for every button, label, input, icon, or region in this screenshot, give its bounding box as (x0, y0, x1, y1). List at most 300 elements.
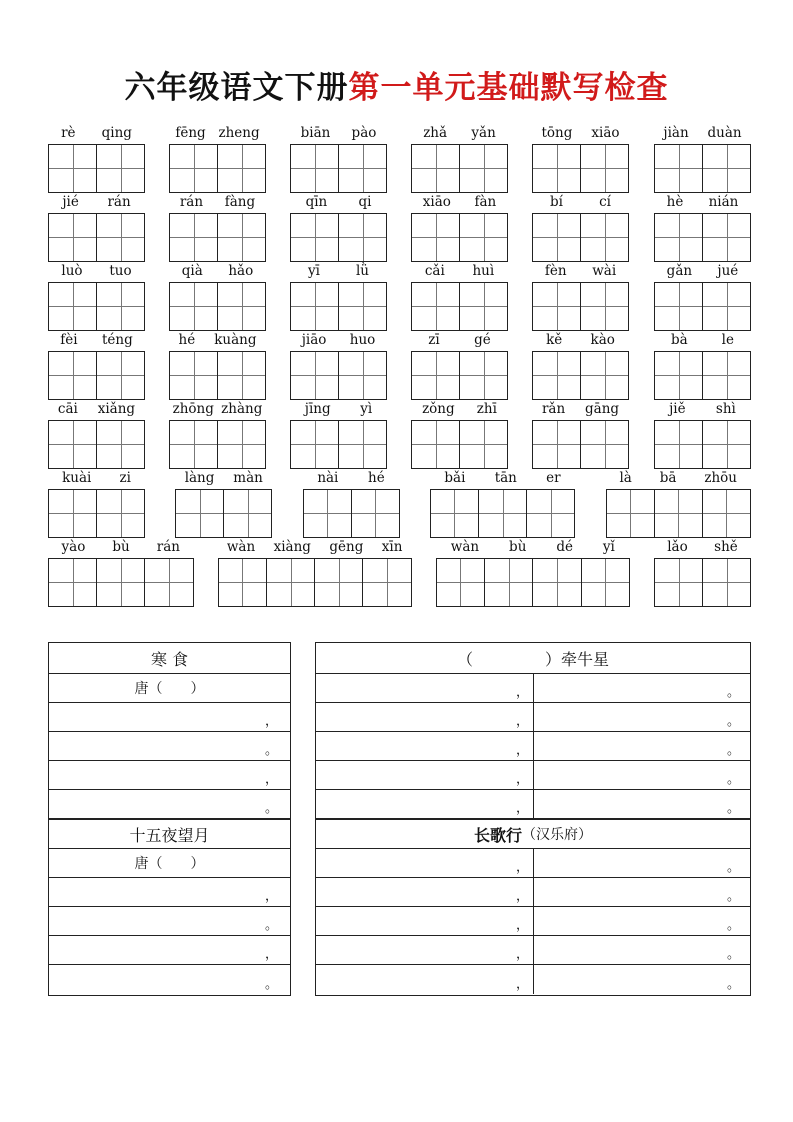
punctuation: 。 (726, 772, 740, 787)
pinyin-label (654, 192, 751, 212)
tianzige-box[interactable] (411, 282, 508, 331)
tianzige-cell[interactable] (655, 214, 702, 261)
tianzige-box[interactable] (48, 144, 145, 193)
tianzige-cell[interactable] (291, 421, 338, 468)
poem-title (316, 643, 750, 673)
pinyin-syllable: bí (550, 194, 563, 210)
pinyin-syllable: fèn (544, 263, 567, 279)
tianzige-box[interactable] (48, 351, 145, 400)
pinyin-syllable: shě (714, 539, 738, 555)
punctuation: 。 (726, 889, 740, 904)
pinyin-syllable: wàn (450, 539, 480, 555)
divider (533, 907, 534, 935)
tianzige-box[interactable] (654, 558, 751, 607)
pinyin-syllable: bā (659, 470, 677, 486)
pinyin-syllable: shì (715, 401, 736, 417)
poem-line[interactable] (316, 673, 750, 702)
tianzige-cell[interactable] (338, 352, 386, 399)
tianzige-cell[interactable] (96, 352, 144, 399)
pinyin-syllable: tōng (541, 125, 573, 141)
pinyin-syllable: jué (717, 263, 739, 279)
pinyin-syllable: xiàng (273, 539, 311, 555)
pinyin-syllable: tuo (109, 263, 132, 279)
tianzige-box[interactable] (218, 558, 412, 607)
punctuation: 。 (726, 685, 740, 700)
tianzige-cell[interactable] (431, 490, 478, 537)
tianzige-cell[interactable] (170, 421, 217, 468)
pinyin-syllable: hǎo (228, 263, 254, 279)
tianzige-cell[interactable] (581, 559, 629, 606)
pinyin-syllable: dé (556, 539, 573, 555)
tianzige-cell[interactable] (702, 214, 750, 261)
tianzige-box[interactable] (532, 144, 629, 193)
pinyin-syllable: cǎi (424, 263, 445, 279)
poem-title-row (316, 643, 750, 673)
tianzige-cell[interactable] (533, 145, 580, 192)
punctuation: 。 (726, 743, 740, 758)
pinyin-syllable: jiāo (301, 332, 327, 348)
pinyin-syllable: hè (666, 194, 684, 210)
tianzige-box[interactable] (532, 351, 629, 400)
punctuation: 。 (264, 743, 278, 758)
pinyin-syllable: gǎn (666, 263, 693, 279)
tianzige-cell[interactable] (49, 559, 96, 606)
pinyin-syllable: fàn (474, 194, 497, 210)
tianzige-cell[interactable] (219, 559, 266, 606)
pinyin-syllable: gé (474, 332, 491, 348)
tianzige-cell[interactable] (223, 490, 271, 537)
poem-title-row (316, 819, 750, 848)
divider (533, 703, 534, 731)
tianzige-box[interactable] (290, 282, 387, 331)
divider (533, 790, 534, 818)
tianzige-box[interactable] (290, 351, 387, 400)
tianzige-cell[interactable] (702, 283, 750, 330)
tianzige-cell[interactable] (412, 283, 459, 330)
poem-line[interactable] (49, 877, 290, 906)
tianzige-cell[interactable] (96, 421, 144, 468)
poem-hanshi (48, 642, 291, 819)
title-text: ）牵牛星 (545, 649, 610, 669)
tianzige-box[interactable] (169, 213, 266, 262)
pinyin-label (654, 123, 751, 143)
pinyin-syllable: zi (119, 470, 131, 486)
pinyin-syllable: qià (181, 263, 203, 279)
punctuation: ， (516, 918, 530, 933)
punctuation: ， (264, 772, 278, 787)
tianzige-cell[interactable] (580, 421, 628, 468)
pinyin-syllable: wàn (226, 539, 256, 555)
punctuation: ， (516, 947, 530, 962)
punctuation: ， (516, 801, 530, 816)
tianzige-box[interactable] (169, 351, 266, 400)
poem-line[interactable] (49, 702, 290, 731)
pinyin-label (606, 468, 752, 488)
poem-line[interactable] (316, 964, 750, 994)
tianzige-box[interactable] (532, 420, 629, 469)
tianzige-cell[interactable] (217, 283, 265, 330)
poem-author-row[interactable] (49, 848, 290, 877)
tianzige-cell[interactable] (580, 145, 628, 192)
poem-line[interactable] (316, 906, 750, 935)
poem-line[interactable] (49, 731, 290, 760)
pinyin-syllable: cāi (57, 401, 78, 417)
pinyin-syllable: kuàng (214, 332, 257, 348)
tianzige-cell[interactable] (533, 352, 580, 399)
punctuation: ， (264, 889, 278, 904)
tianzige-cell[interactable] (96, 559, 144, 606)
pinyin-syllable: gēng (329, 539, 364, 555)
tianzige-cell[interactable] (412, 352, 459, 399)
tianzige-cell[interactable] (362, 559, 410, 606)
pinyin-label (290, 261, 387, 281)
pinyin-syllable: bù (509, 539, 527, 555)
tianzige-cell[interactable] (459, 283, 507, 330)
tianzige-cell[interactable] (170, 352, 217, 399)
pinyin-syllable: fàng (224, 194, 256, 210)
pinyin-label (303, 468, 400, 488)
poem-title: 寒 食 (150, 649, 189, 669)
tianzige-box[interactable] (48, 420, 145, 469)
page-title (0, 62, 793, 107)
pinyin-syllable: xiǎng (97, 401, 136, 417)
pinyin-label (411, 330, 508, 350)
poem-line[interactable] (49, 906, 290, 935)
tianzige-cell[interactable] (338, 145, 386, 192)
pinyin-syllable: cí (599, 194, 611, 210)
tianzige-cell[interactable] (338, 283, 386, 330)
tianzige-box[interactable] (290, 144, 387, 193)
tianzige-box[interactable] (654, 213, 751, 262)
poem-line[interactable] (49, 935, 290, 964)
tianzige-cell[interactable] (96, 283, 144, 330)
tianzige-cell[interactable] (702, 145, 750, 192)
tianzige-box[interactable] (532, 213, 629, 262)
tianzige-cell[interactable] (702, 490, 750, 537)
title-black: 六年级语文下册 (124, 70, 349, 106)
pinyin-syllable: rè (61, 125, 76, 141)
tianzige-cell[interactable] (655, 145, 702, 192)
tianzige-cell[interactable] (314, 559, 362, 606)
tianzige-cell[interactable] (217, 352, 265, 399)
tianzige-cell[interactable] (291, 352, 338, 399)
poem-changge (315, 819, 751, 996)
divider (533, 965, 534, 994)
pinyin-label (48, 123, 145, 143)
tianzige-box[interactable] (290, 213, 387, 262)
pinyin-label (532, 123, 629, 143)
pinyin-syllable: yǐ (602, 539, 615, 555)
divider (533, 674, 534, 702)
punctuation: ， (516, 743, 530, 758)
tianzige-cell[interactable] (437, 559, 484, 606)
poem-subtitle: （汉乐府） (522, 827, 592, 843)
tianzige-cell[interactable] (580, 352, 628, 399)
pinyin-syllable: bǎi (444, 470, 466, 486)
poem-line[interactable] (316, 848, 750, 877)
poem-line[interactable] (316, 731, 750, 760)
pinyin-syllable: fēng (175, 125, 206, 141)
poem-qianniu (315, 642, 751, 819)
pinyin-label (436, 537, 630, 557)
pinyin-syllable: zheng (218, 125, 260, 141)
tianzige-cell[interactable] (144, 559, 192, 606)
pinyin-label (175, 468, 272, 488)
tianzige-box[interactable] (175, 489, 272, 538)
title-open-paren: （ (456, 649, 473, 669)
pinyin-syllable: zhī (476, 401, 497, 417)
pinyin-syllable: jié (62, 194, 79, 210)
tianzige-cell[interactable] (291, 283, 338, 330)
pinyin-syllable: làng (184, 470, 215, 486)
pinyin-label (169, 192, 266, 212)
pinyin-syllable: kuài (62, 470, 92, 486)
tianzige-box[interactable] (654, 420, 751, 469)
poem-line[interactable] (316, 877, 750, 906)
tianzige-cell[interactable] (49, 352, 96, 399)
pinyin-label (48, 399, 145, 419)
tianzige-box[interactable] (169, 420, 266, 469)
tianzige-cell[interactable] (702, 559, 750, 606)
tianzige-cell[interactable] (266, 559, 314, 606)
pinyin-label (532, 399, 629, 419)
divider (533, 878, 534, 906)
pinyin-syllable: bà (670, 332, 688, 348)
poem-line[interactable] (49, 964, 290, 994)
tianzige-cell[interactable] (459, 352, 507, 399)
tianzige-box[interactable] (411, 351, 508, 400)
pinyin-syllable: rán (107, 194, 131, 210)
pinyin-syllable: hé (368, 470, 385, 486)
pinyin-syllable: bù (112, 539, 130, 555)
divider (533, 732, 534, 760)
divider (533, 849, 534, 877)
pinyin-syllable: zī (428, 332, 440, 348)
tianzige-box[interactable] (430, 489, 576, 538)
tianzige-box[interactable] (532, 282, 629, 331)
tianzige-cell[interactable] (412, 145, 459, 192)
pinyin-syllable: nài (317, 470, 339, 486)
tianzige-cell[interactable] (217, 421, 265, 468)
punctuation: 。 (264, 977, 278, 992)
divider (533, 761, 534, 789)
pinyin-syllable: zhōu (704, 470, 738, 486)
pinyin-syllable: qi (358, 194, 372, 210)
tianzige-cell[interactable] (338, 214, 386, 261)
punctuation: ， (516, 977, 530, 992)
tianzige-cell[interactable] (655, 283, 702, 330)
tianzige-cell[interactable] (170, 214, 217, 261)
poem-shiwuye (48, 819, 291, 996)
pinyin-label (290, 192, 387, 212)
tianzige-box[interactable] (606, 489, 752, 538)
poem-author: 唐（ ） (134, 856, 205, 872)
pinyin-label (654, 330, 751, 350)
pinyin-syllable: zhōng (172, 401, 214, 417)
pinyin-syllable: kě (546, 332, 563, 348)
punctuation: ， (264, 947, 278, 962)
poem-line[interactable] (316, 760, 750, 789)
poem-line[interactable] (49, 760, 290, 789)
tianzige-cell[interactable] (459, 214, 507, 261)
tianzige-cell[interactable] (655, 352, 702, 399)
pinyin-label (290, 123, 387, 143)
tianzige-cell[interactable] (217, 214, 265, 261)
tianzige-cell[interactable] (49, 283, 96, 330)
tianzige-cell[interactable] (412, 421, 459, 468)
poem-line[interactable] (316, 935, 750, 964)
tianzige-cell[interactable] (526, 490, 574, 537)
tianzige-cell[interactable] (96, 490, 144, 537)
tianzige-cell[interactable] (459, 421, 507, 468)
tianzige-cell[interactable] (49, 490, 96, 537)
tianzige-cell[interactable] (291, 214, 338, 261)
tianzige-cell[interactable] (654, 490, 702, 537)
tianzige-box[interactable] (48, 213, 145, 262)
pinyin-syllable: yì (360, 401, 373, 417)
tianzige-cell[interactable] (170, 283, 217, 330)
tianzige-cell[interactable] (532, 559, 580, 606)
punctuation: ， (516, 714, 530, 729)
pinyin-label (532, 330, 629, 350)
tianzige-cell[interactable] (533, 283, 580, 330)
pinyin-syllable: là (619, 470, 632, 486)
tianzige-box[interactable] (436, 558, 630, 607)
punctuation: 。 (726, 860, 740, 875)
pinyin-label (218, 537, 412, 557)
pinyin-syllable: rán (156, 539, 180, 555)
pinyin-label (654, 399, 751, 419)
divider (533, 936, 534, 964)
tianzige-cell[interactable] (533, 421, 580, 468)
tianzige-box[interactable] (654, 351, 751, 400)
tianzige-box[interactable] (48, 489, 145, 538)
tianzige-cell[interactable] (655, 421, 702, 468)
tianzige-cell[interactable] (96, 214, 144, 261)
tianzige-cell[interactable] (176, 490, 223, 537)
tianzige-box[interactable] (411, 144, 508, 193)
tianzige-box[interactable] (48, 282, 145, 331)
pinyin-label (48, 330, 145, 350)
pinyin-label (411, 123, 508, 143)
pinyin-syllable: fèi (60, 332, 78, 348)
pinyin-syllable: zhàng (221, 401, 263, 417)
tianzige-cell[interactable] (338, 421, 386, 468)
tianzige-cell[interactable] (304, 490, 351, 537)
punctuation: ， (516, 685, 530, 700)
tianzige-cell[interactable] (49, 421, 96, 468)
pinyin-syllable: huo (349, 332, 376, 348)
pinyin-syllable: xīn (381, 539, 403, 555)
punctuation: ， (516, 889, 530, 904)
pinyin-syllable: yào (61, 539, 86, 555)
pinyin-syllable: jīng (304, 401, 331, 417)
tianzige-cell[interactable] (49, 145, 96, 192)
pinyin-syllable: huì (472, 263, 495, 279)
tianzige-cell[interactable] (49, 214, 96, 261)
pinyin-syllable: luò (61, 263, 83, 279)
tianzige-cell[interactable] (655, 559, 702, 606)
tianzige-box[interactable] (411, 213, 508, 262)
punctuation: 。 (726, 918, 740, 933)
pinyin-label (290, 399, 387, 419)
tianzige-cell[interactable] (96, 145, 144, 192)
punctuation: 。 (726, 714, 740, 729)
poem-author: 唐（ ） (134, 681, 205, 697)
pinyin-label (48, 261, 145, 281)
pinyin-label (290, 330, 387, 350)
pinyin-label (169, 261, 266, 281)
tianzige-cell[interactable] (291, 145, 338, 192)
pinyin-label (411, 261, 508, 281)
pinyin-syllable: zhǎ (423, 125, 448, 141)
tianzige-box[interactable] (411, 420, 508, 469)
tianzige-box[interactable] (654, 282, 751, 331)
pinyin-syllable: jiàn (663, 125, 689, 141)
poem-title-row (49, 643, 290, 673)
poem-line[interactable] (49, 789, 290, 818)
pinyin-syllable: le (721, 332, 734, 348)
poem-title-text: 长歌行 (473, 825, 522, 845)
pinyin-label (411, 192, 508, 212)
tianzige-cell[interactable] (412, 214, 459, 261)
tianzige-cell[interactable] (580, 283, 628, 330)
punctuation: ， (516, 860, 530, 875)
pinyin-syllable: màn (233, 470, 263, 486)
pinyin-syllable: biān (300, 125, 331, 141)
tianzige-cell[interactable] (607, 490, 654, 537)
tianzige-box[interactable] (169, 282, 266, 331)
poem-line[interactable] (316, 702, 750, 731)
pinyin-label (48, 537, 194, 557)
poem-line[interactable] (316, 789, 750, 818)
pinyin-label (48, 468, 145, 488)
tianzige-cell[interactable] (459, 145, 507, 192)
pinyin-syllable: wài (592, 263, 617, 279)
pinyin-syllable: hé (178, 332, 196, 348)
tianzige-box[interactable] (169, 144, 266, 193)
poem-author-row[interactable] (49, 673, 290, 702)
tianzige-cell[interactable] (533, 214, 580, 261)
pinyin-label (48, 192, 145, 212)
tianzige-cell[interactable] (580, 214, 628, 261)
poem-title (316, 820, 750, 848)
tianzige-cell[interactable] (702, 421, 750, 468)
tianzige-box[interactable] (48, 558, 194, 607)
punctuation: 。 (726, 977, 740, 992)
tianzige-box[interactable] (290, 420, 387, 469)
tianzige-box[interactable] (303, 489, 400, 538)
pinyin-syllable: lǎo (667, 539, 688, 555)
tianzige-cell[interactable] (170, 145, 217, 192)
pinyin-syllable: jiě (669, 401, 686, 417)
pinyin-label (532, 192, 629, 212)
tianzige-cell[interactable] (484, 559, 532, 606)
pinyin-syllable: rán (179, 194, 204, 210)
tianzige-box[interactable] (654, 144, 751, 193)
tianzige-cell[interactable] (702, 352, 750, 399)
pinyin-syllable: xiāo (422, 194, 451, 210)
pinyin-syllable: kào (590, 332, 615, 348)
pinyin-label (169, 123, 266, 143)
pinyin-syllable: gāng (585, 401, 620, 417)
tianzige-cell[interactable] (478, 490, 526, 537)
pinyin-syllable: lǜ (355, 263, 369, 279)
pinyin-syllable: qing (101, 125, 132, 141)
tianzige-cell[interactable] (351, 490, 399, 537)
pinyin-label (430, 468, 576, 488)
tianzige-cell[interactable] (217, 145, 265, 192)
